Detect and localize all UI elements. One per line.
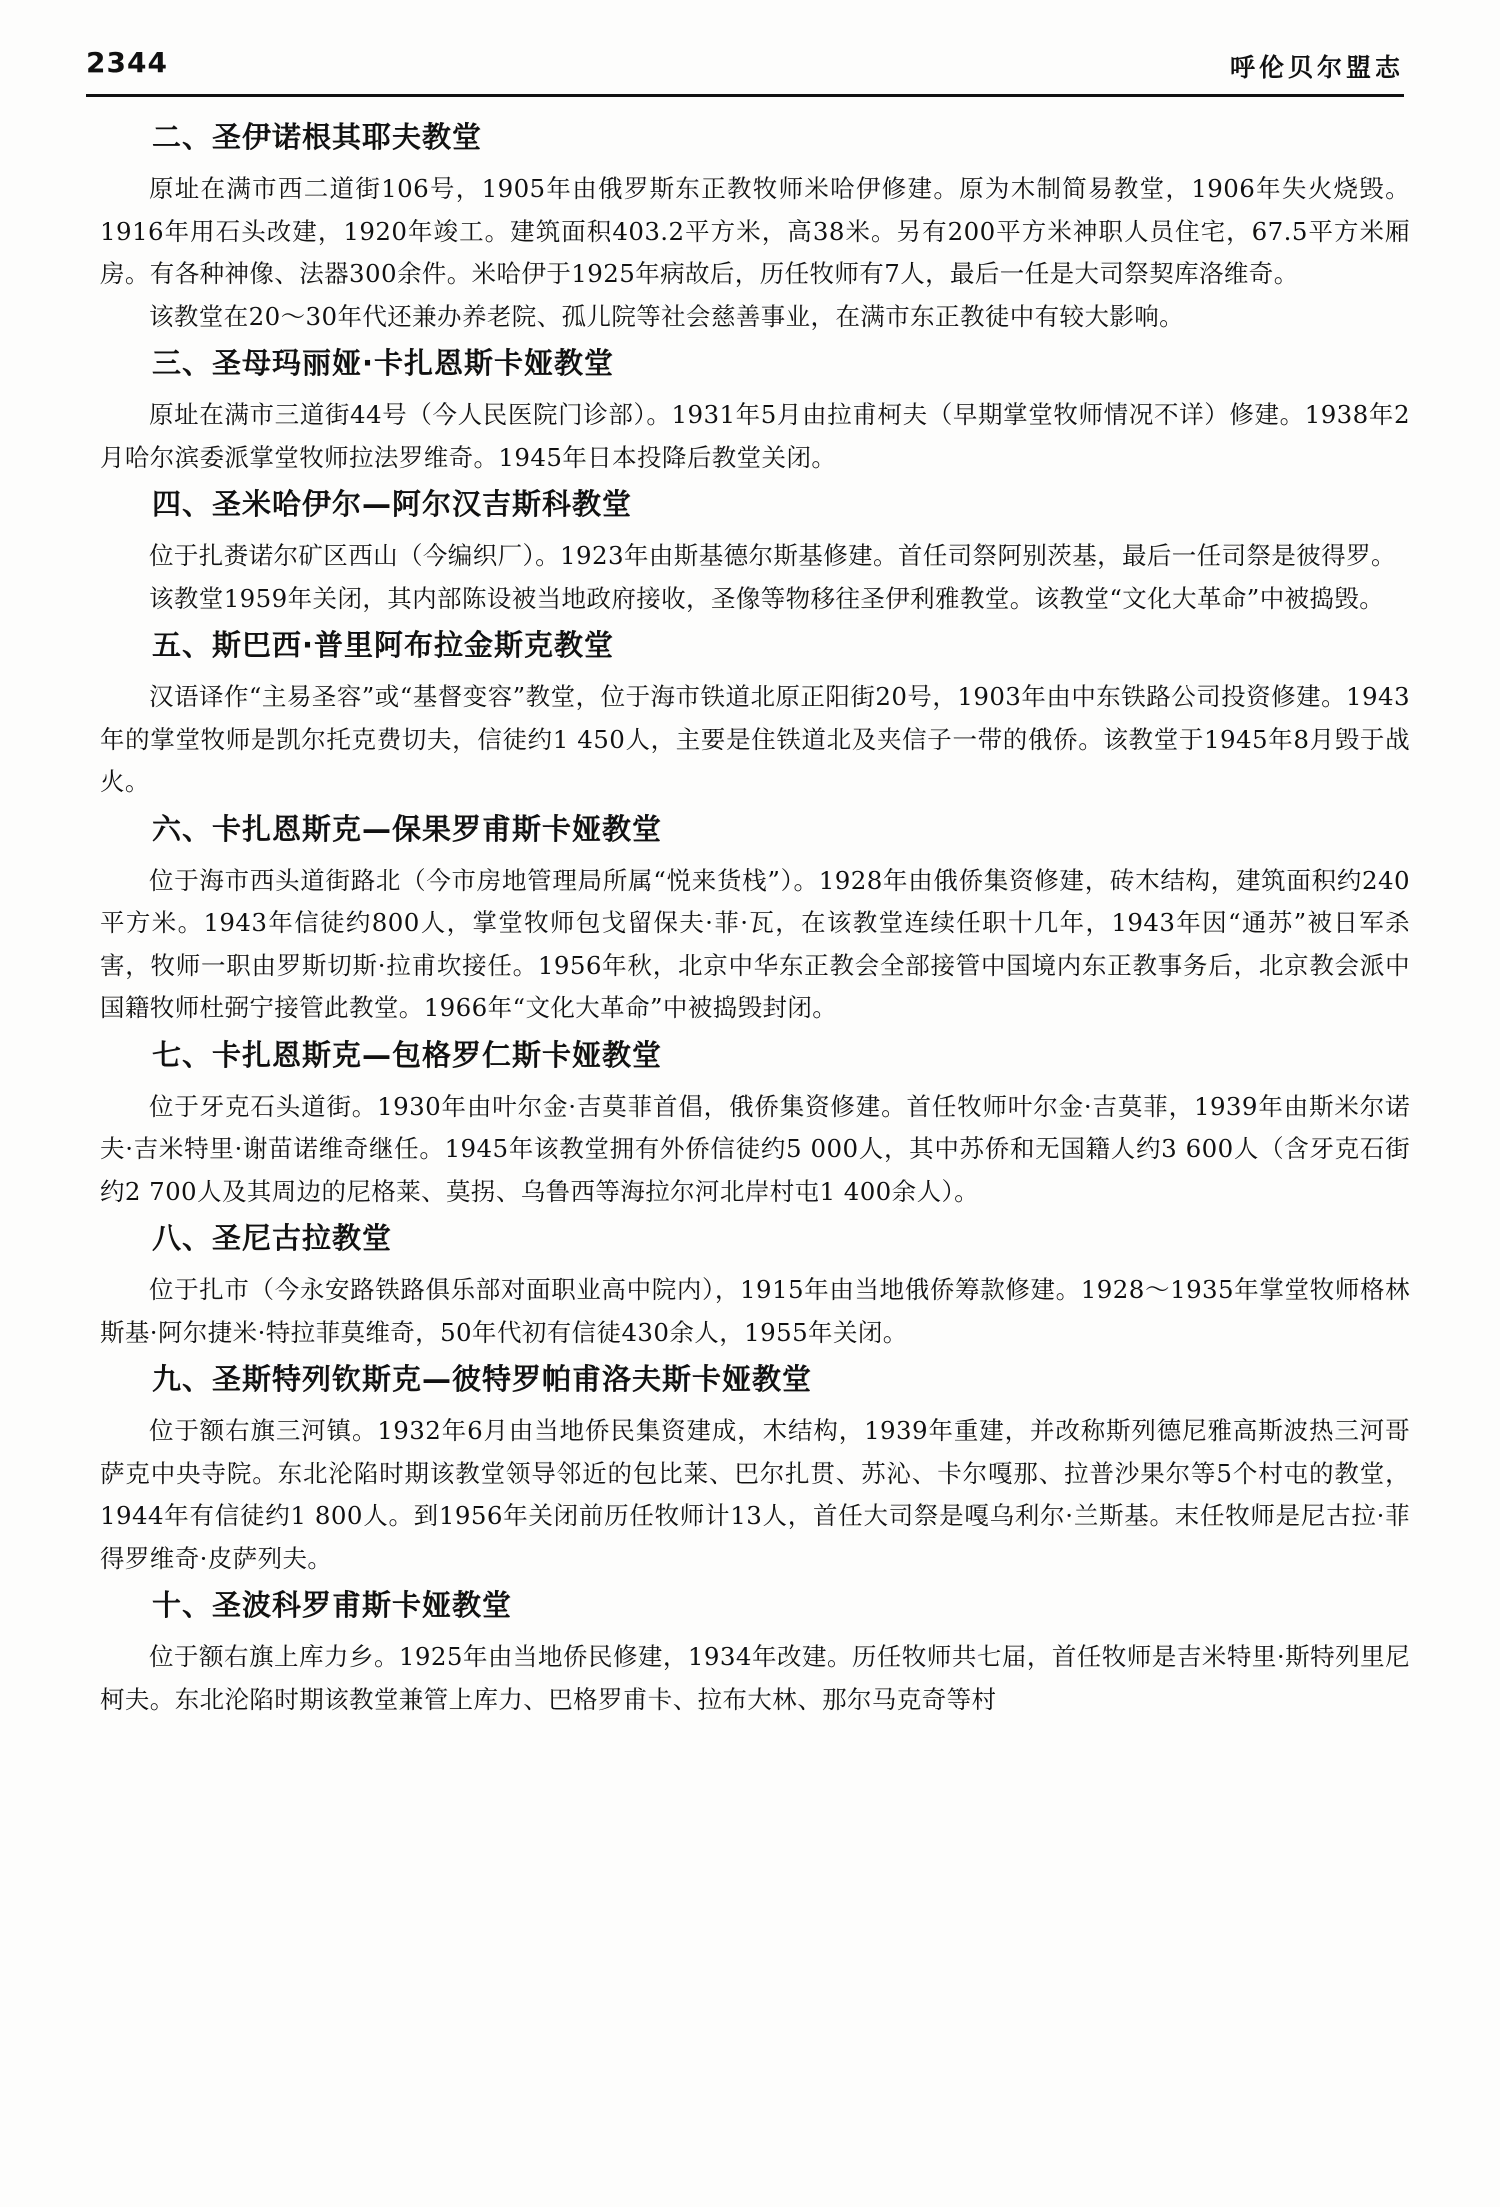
section-paragraph: 原址在满市西二道街106号，1905年由俄罗斯东正教牧师米哈伊修建。原为木制简易教堂，1906年失火烧毁。1916年用石头改建，1920年竣工。建筑面积403.2平方米，高38米。另有200平方米神职人员住宅，67.5平方米厢房。有各种神像、法器300余件。米哈伊于1925年病故后，历任牧师有7人，最后一任是大司祭契库洛维奇。 [100, 174, 1410, 288]
section-title: 九、圣斯特列钦斯克—彼特罗帕甫洛夫斯卡娅教堂 [152, 1362, 813, 1396]
section-title: 六、卡扎恩斯克—保果罗甫斯卡娅教堂 [152, 811, 663, 846]
section-title: 四、圣米哈伊尔—阿尔汉吉斯科教堂 [152, 487, 633, 521]
section-paragraph: 位于扎市（今永安路铁路俱乐部对面职业高中院内），1915年由当地俄侨筹款修建。1928～1935年掌堂牧师格林斯基·阿尔捷米·特拉菲莫维奇，50年代初有信徒430余人，1955年关闭。 [100, 1275, 1410, 1347]
section-paragraph: 位于扎赉诺尔矿区西山（今编织厂）。1923年由斯基德尔斯基修建。首任司祭阿别茨基，最后一任司祭是彼得罗。 [149, 541, 1396, 570]
section-6 [100, 804, 1410, 1030]
section-10 [100, 1580, 1410, 1721]
section-2 [100, 112, 1410, 338]
section-paragraph: 原址在满市三道街44号（今人民医院门诊部）。1931年5月由拉甫柯夫（早期掌堂牧师情况不详）修建。1938年2月哈尔滨委派掌堂牧师拉法罗维奇。1945年日本投降后教堂关闭。 [100, 400, 1410, 472]
section-title: 七、卡扎恩斯克—包格罗仁斯卡娅教堂 [152, 1037, 663, 1072]
section-paragraph: 位于牙克石头道街。1930年由叶尔金·吉莫菲首倡，俄侨集资修建。首任牧师叶尔金·吉莫菲，1939年由斯米尔诺夫·吉米特里·谢苗诺维奇继任。1945年该教堂拥有外侨信徒约5 000人，其中苏侨和无国籍人约3 600人（含牙克石街约2 700人及其周边的尼格莱、莫拐、乌鲁西等海拉尔河北岸村屯1 400余人）。 [100, 1091, 1410, 1206]
section-9 [100, 1354, 1410, 1580]
section-5 [100, 620, 1410, 804]
section-4 [100, 479, 1410, 620]
section-paragraph: 该教堂1959年关闭，其内部陈设被当地政府接收，圣像等物移往圣伊利雅教堂。该教堂“文化大革命”中被捣毁。 [149, 583, 1385, 613]
section-paragraph: 位于额右旗三河镇。1932年6月由当地侨民集资建成，木结构，1939年重建，并改称斯列德尼雅高斯波热三河哥萨克中央寺院。东北沦陷时期该教堂领导邻近的包比莱、巴尔扎贯、苏沁、卡尔嘎那、拉普沙果尔等5个村屯的教堂，1944年有信徒约1 800人。到1956年关闭前历任牧师计13人，首任大司祭是嘎乌利尔·兰斯基。末任牧师是尼古拉·菲得罗维奇·皮萨列夫。 [100, 1416, 1410, 1573]
section-title: 五、斯巴西·普里阿布拉金斯克教堂 [152, 628, 615, 662]
section-3 [100, 338, 1410, 479]
section-paragraph: 汉语译作“主易圣容”或“基督变容”教堂，位于海市铁道北原正阳街20号，1903年由中东铁路公司投资修建。1943年的掌堂牧师是凯尔托克费切夫，信徒约1 450人，主要是住铁道北及夹信子一带的俄侨。该教堂于1945年8月毁于战火。 [100, 682, 1410, 796]
section-paragraph: 位于海市西头道街路北（今市房地管理局所属“悦来货栈”）。1928年由俄侨集资修建，砖木结构，建筑面积约240平方米。1943年信徒约800人，掌堂牧师包戈留保夫·菲·瓦，在该教堂连续任职十几年，1943年因“通苏”被日军杀害，牧师一职由罗斯切斯·拉甫坎接任。1956年秋，北京中华东正教会全部接管中国境内东正教事务后，北京教会派中国籍牧师杜弼宁接管此教堂。1966年“文化大革命”中被捣毁封闭。 [100, 865, 1410, 1022]
section-7 [100, 1030, 1410, 1214]
section-title: 二、圣伊诺根其耶夫教堂 [152, 120, 483, 154]
section-title: 十、圣波科罗甫斯卡娅教堂 [152, 1588, 513, 1622]
section-title: 八、圣尼古拉教堂 [152, 1221, 393, 1255]
section-paragraph: 位于额右旗上库力乡。1925年由当地侨民修建，1934年改建。历任牧师共七届，首任牧师是吉米特里·斯特列里尼柯夫。东北沦陷时期该教堂兼管上库力、巴格罗甫卡、拉布大林、那尔马克奇等村 [100, 1642, 1410, 1714]
page-header [86, 46, 1404, 97]
section-8 [100, 1213, 1410, 1354]
page-number: 2344 [86, 46, 168, 79]
running-title: 呼伦贝尔盟志 [1229, 53, 1404, 82]
page-content [100, 112, 1410, 1721]
section-paragraph: 该教堂在20～30年代还兼办养老院、孤儿院等社会慈善事业，在满市东正教徒中有较大影响。 [149, 301, 1185, 331]
section-title: 三、圣母玛丽娅·卡扎恩斯卡娅教堂 [152, 346, 615, 380]
